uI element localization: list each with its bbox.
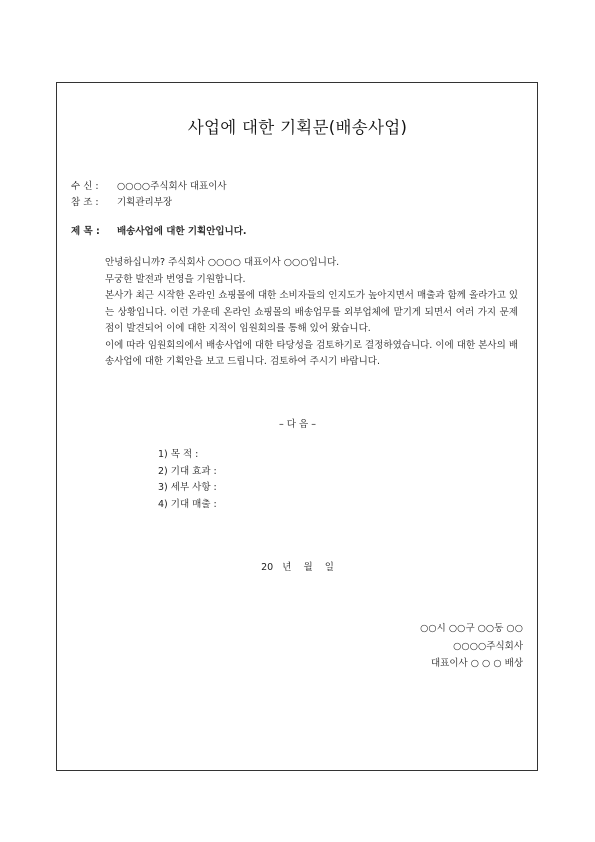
background-paragraph: 본사가 최근 시작한 온라인 쇼핑몰에 대한 소비자들의 인지도가 높아지면서 매출과 함께 올라가고 있는 상황입니다. 이런 가운데 온라인 쇼핑몰의 배송업무를 외부업체에 맡기게 되면서 여러 가지 문제점이 발견되어 이에 대한 지적이 임원회의를 통해 있어 왔습니다. bbox=[105, 290, 518, 334]
document-title: 사업에 대한 기획문(배송사업) bbox=[187, 118, 408, 137]
subject-value: 배송사업에 대한 기획안입니다. bbox=[117, 226, 247, 237]
greeting-paragraph: 안녕하십니까? 주식회사 ○○○○ 대표이사 ○○○입니다. bbox=[105, 257, 340, 268]
wish-paragraph: 무궁한 발전과 번영을 기원합니다. bbox=[105, 273, 246, 285]
decision-paragraph: 이에 따라 임원회의에서 배송사업에 대한 타당성을 검토하기로 결정하였습니다. 이에 대한 본사의 배송사업에 대한 기획안을 보고 드립니다. 검토하여 주시기 바랍니다. bbox=[105, 339, 518, 367]
subject-field bbox=[71, 223, 247, 237]
recipient-label: 수 신 : bbox=[71, 181, 99, 192]
sender-address: ○○시 ○○구 ○○동 ○○ bbox=[420, 623, 523, 634]
reference-value: 기획관리부장 bbox=[117, 197, 173, 208]
subject-label: 제 목 : bbox=[71, 226, 100, 237]
reference-label: 참 조 : bbox=[71, 197, 99, 208]
item-expected-effect: 2) 기대 효과 : bbox=[158, 465, 217, 477]
item-purpose: 1) 목 적 : bbox=[158, 449, 199, 460]
divider-heading: – 다 음 – bbox=[279, 419, 316, 430]
recipient-value: ○○○○주식회사 대표이사 bbox=[117, 181, 227, 192]
recipient-field bbox=[71, 178, 227, 192]
sender-company: ○○○○주식회사 bbox=[453, 640, 523, 652]
reference-field bbox=[71, 194, 172, 208]
item-expected-sales: 4) 기대 매출 : bbox=[158, 498, 217, 510]
sender-block bbox=[420, 620, 523, 673]
document-date: 20 년 월 일 bbox=[261, 562, 334, 573]
item-list bbox=[158, 447, 217, 513]
item-details: 3) 세부 사항 : bbox=[158, 482, 217, 493]
sender-signature: 대표이사 ○ ○ ○ 배상 bbox=[430, 658, 523, 669]
body-text bbox=[105, 255, 518, 371]
